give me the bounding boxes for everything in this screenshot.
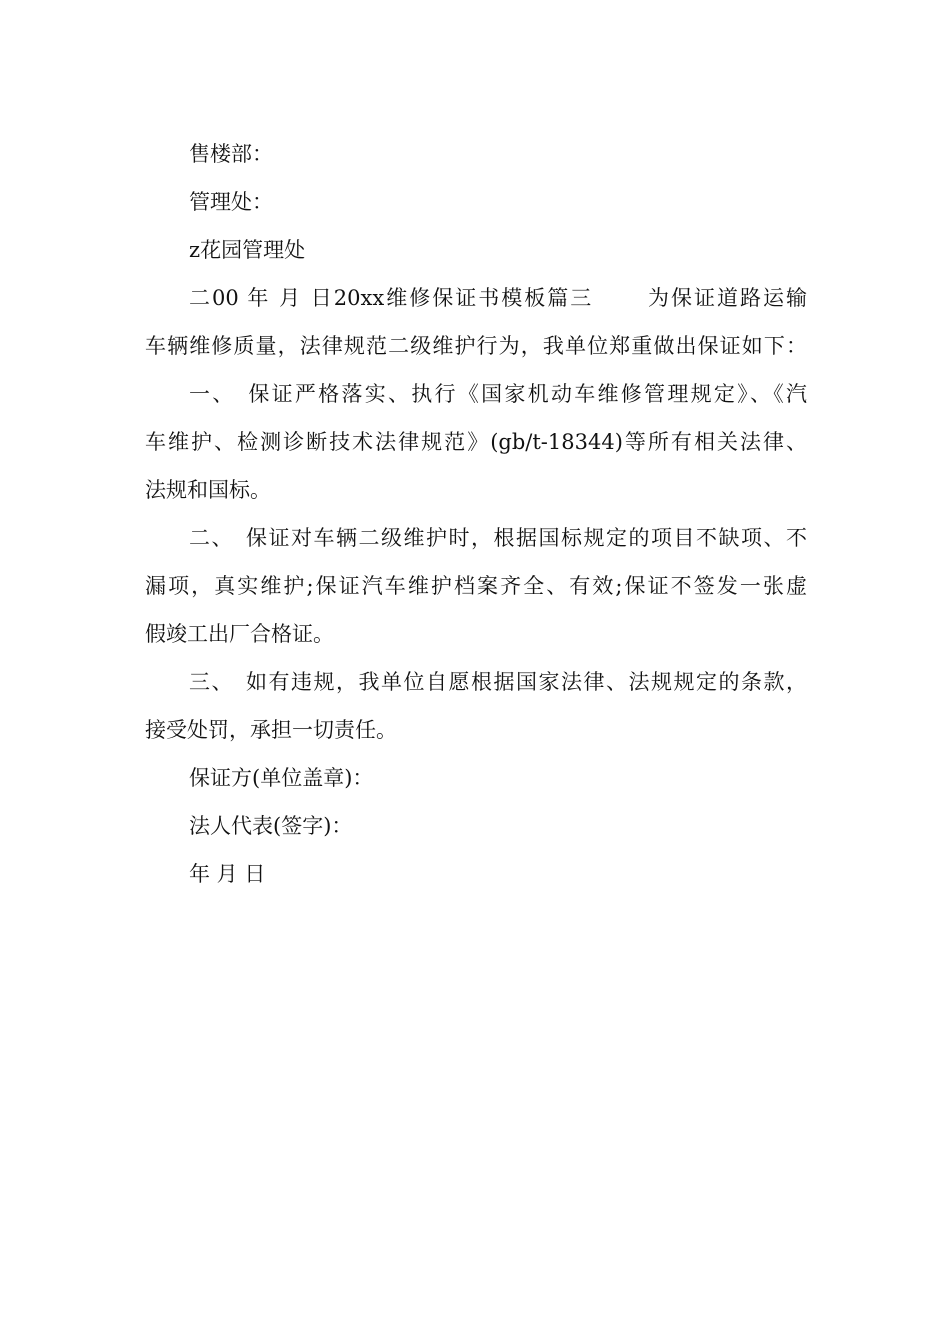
garden-management-line: z花园管理处 xyxy=(189,238,306,262)
clause-one-line-1: 一、 保证严格落实、执行《国家机动车维修管理规定》、《汽 xyxy=(189,382,807,406)
guarantor-signature-line: 保证方(单位盖章)： xyxy=(189,766,374,790)
sales-department-line: 售楼部： xyxy=(189,142,273,166)
legal-representative-line: 法人代表(签字)： xyxy=(189,814,353,838)
management-office-line: 管理处： xyxy=(189,190,273,214)
document-body xyxy=(145,130,807,898)
clause-two-line-1: 二、 保证对车辆二级维护时，根据国标规定的项目不缺项、不 xyxy=(189,526,807,550)
clause-one-line-2: 车维护、检测诊断技术法律规范》(gb/t-18344)等所有相关法律、 xyxy=(145,430,807,454)
clause-two-line-3: 假竣工出厂合格证。 xyxy=(145,622,334,646)
clause-two-line-2: 漏项，真实维护;保证汽车维护档案齐全、有效;保证不签发一张虚 xyxy=(145,574,807,598)
clause-three-line-1: 三、 如有违规，我单位自愿根据国家法律、法规规定的条款， xyxy=(189,670,807,694)
date-title-line: 二00 年 月 日20xx维修保证书模板篇三 为保证道路运输 xyxy=(189,286,807,310)
date-line: 年 月 日 xyxy=(189,862,266,886)
clause-one-line-3: 法规和国标。 xyxy=(145,478,271,502)
clause-three-line-2: 接受处罚，承担一切责任。 xyxy=(145,718,397,742)
intro-line: 车辆维修质量，法律规范二级维护行为，我单位郑重做出保证如下： xyxy=(145,334,807,358)
